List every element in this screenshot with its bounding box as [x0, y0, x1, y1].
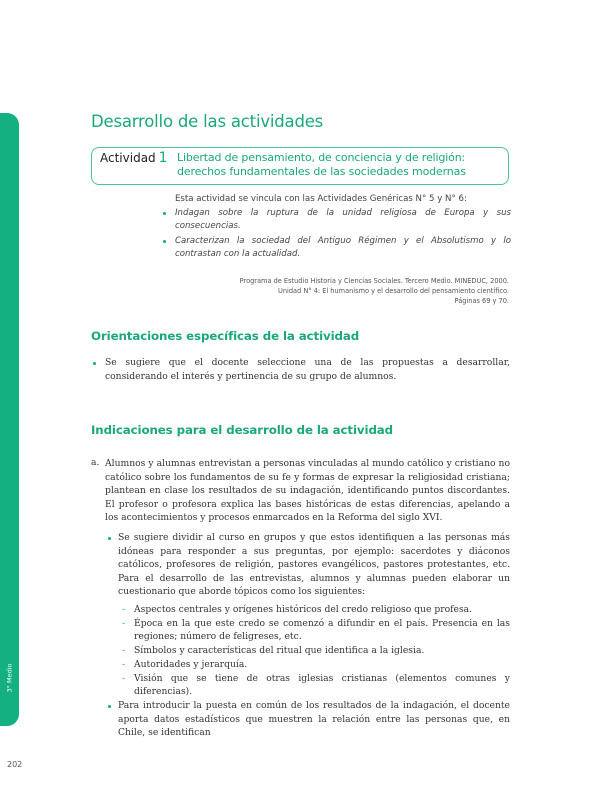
generic-activities-links [175, 193, 511, 263]
links-intro: Esta actividad se vincula con las Actividades Genéricas N° 5 y N° 6: [175, 194, 467, 204]
item-a-label: a. [91, 457, 100, 468]
bullet-icon [163, 212, 166, 215]
sub-bullet-groups: Se sugiere dividir al curso en grupos y que estos identifiquen a las personas más idóneas para responder a sus preguntas, por ejemplo: sacerdotes y diáconos católicos, profesores de religión, pastores evangélicos, pastores protestantes, etc. Para el desarrollo de las entrevistas, alumnos y alumnas pueden elaborar un cuestionario que aborde tópicos como los siguientes: [118, 532, 510, 598]
bullet-icon [163, 240, 166, 243]
section-heading-orientaciones: Orientaciones específicas de la actividad [91, 329, 360, 343]
citation-line: Programa de Estudio Historia y Ciencias Sociales. Tercero Medio. MINEDUC, 2000. [239, 277, 509, 285]
bullet-icon [93, 362, 96, 365]
links-item [175, 235, 511, 261]
page-number: 202 [7, 760, 23, 769]
side-tab-label [0, 648, 19, 708]
activity-number: 1 [158, 150, 168, 166]
side-tab [0, 113, 19, 726]
topic-item [122, 672, 510, 699]
links-list [175, 207, 511, 261]
section-heading-indicaciones: Indicaciones para el desarrollo de la actividad [91, 423, 393, 437]
bullet-icon [108, 705, 111, 708]
topic-text: Autoridades y jerarquía. [134, 659, 248, 671]
activity-label-text: Actividad [100, 151, 156, 165]
bullet-icon [108, 537, 111, 540]
dash-icon: - [122, 645, 126, 657]
page-title: Desarrollo de las actividades [91, 112, 324, 131]
citation [240, 276, 509, 306]
topic-text: Aspectos centrales y orígenes históricos del credo religioso que profesa. [134, 604, 473, 615]
grade-label: 3° Medio [5, 663, 14, 693]
links-item [175, 207, 511, 233]
topic-item [122, 644, 510, 657]
links-item-text: Indagan sobre la ruptura de la unidad religiosa de Europa y sus consecuencias. [175, 208, 511, 231]
dash-icon: - [122, 617, 126, 629]
links-item-text: Caracterizan la sociedad del Antiguo Régimen y el Absolutismo y lo contrastan con la actualidad. [175, 236, 511, 259]
topic-item [122, 617, 510, 644]
orientaciones-bullet: Se sugiere que el docente seleccione una de las propuestas a desarrollar, considerando el interés y pertinencia de su grupo de alumnos. [105, 357, 510, 382]
topic-item [122, 603, 510, 616]
topic-text: Símbolos y características del ritual que identifica a la iglesia. [134, 645, 425, 657]
topics-list [122, 603, 510, 699]
topic-item [122, 658, 510, 671]
activity-title: Libertad de pensamiento, de conciencia y de religión: derechos fundamentales de las sociedades modernas [177, 151, 466, 178]
sub-bullet-statistics: Para introducir la puesta en común de los resultados de la indagación, el docente aporta datos estadísticos que muestren la relación entre las personas que, en Chile, se identifican [118, 700, 510, 739]
citation-line: Páginas 69 y 70. [454, 297, 509, 305]
topic-text: Visión que se tiene de otras iglesias cristianas (elementos comunes y diferencias). [134, 673, 510, 698]
citation-line: Unidad N° 4: El humanismo y el desarrollo del pensamiento científico. [278, 287, 509, 295]
dash-icon: - [122, 604, 126, 615]
dash-icon: - [122, 659, 126, 671]
topic-text: Época en la que este credo se comenzó a difundir en el país. Presencia en las regiones; número de feligreses, etc. [134, 617, 510, 643]
activity-label [100, 150, 168, 166]
dash-icon: - [122, 673, 126, 685]
item-a-text: Alumnos y alumnas entrevistan a personas vinculadas al mundo católico y cristiano no católico sobre los fundamentos de su fe y formas de expresar la religiosidad cristiana; plantean en clase los resultados de su indagación, identificando puntos discordantes. El profesor o profesora explica las bases históricas de estas diferencias, apelando a los acontecimientos y procesos enmarcados en la Reforma del siglo XVI. [105, 458, 510, 524]
